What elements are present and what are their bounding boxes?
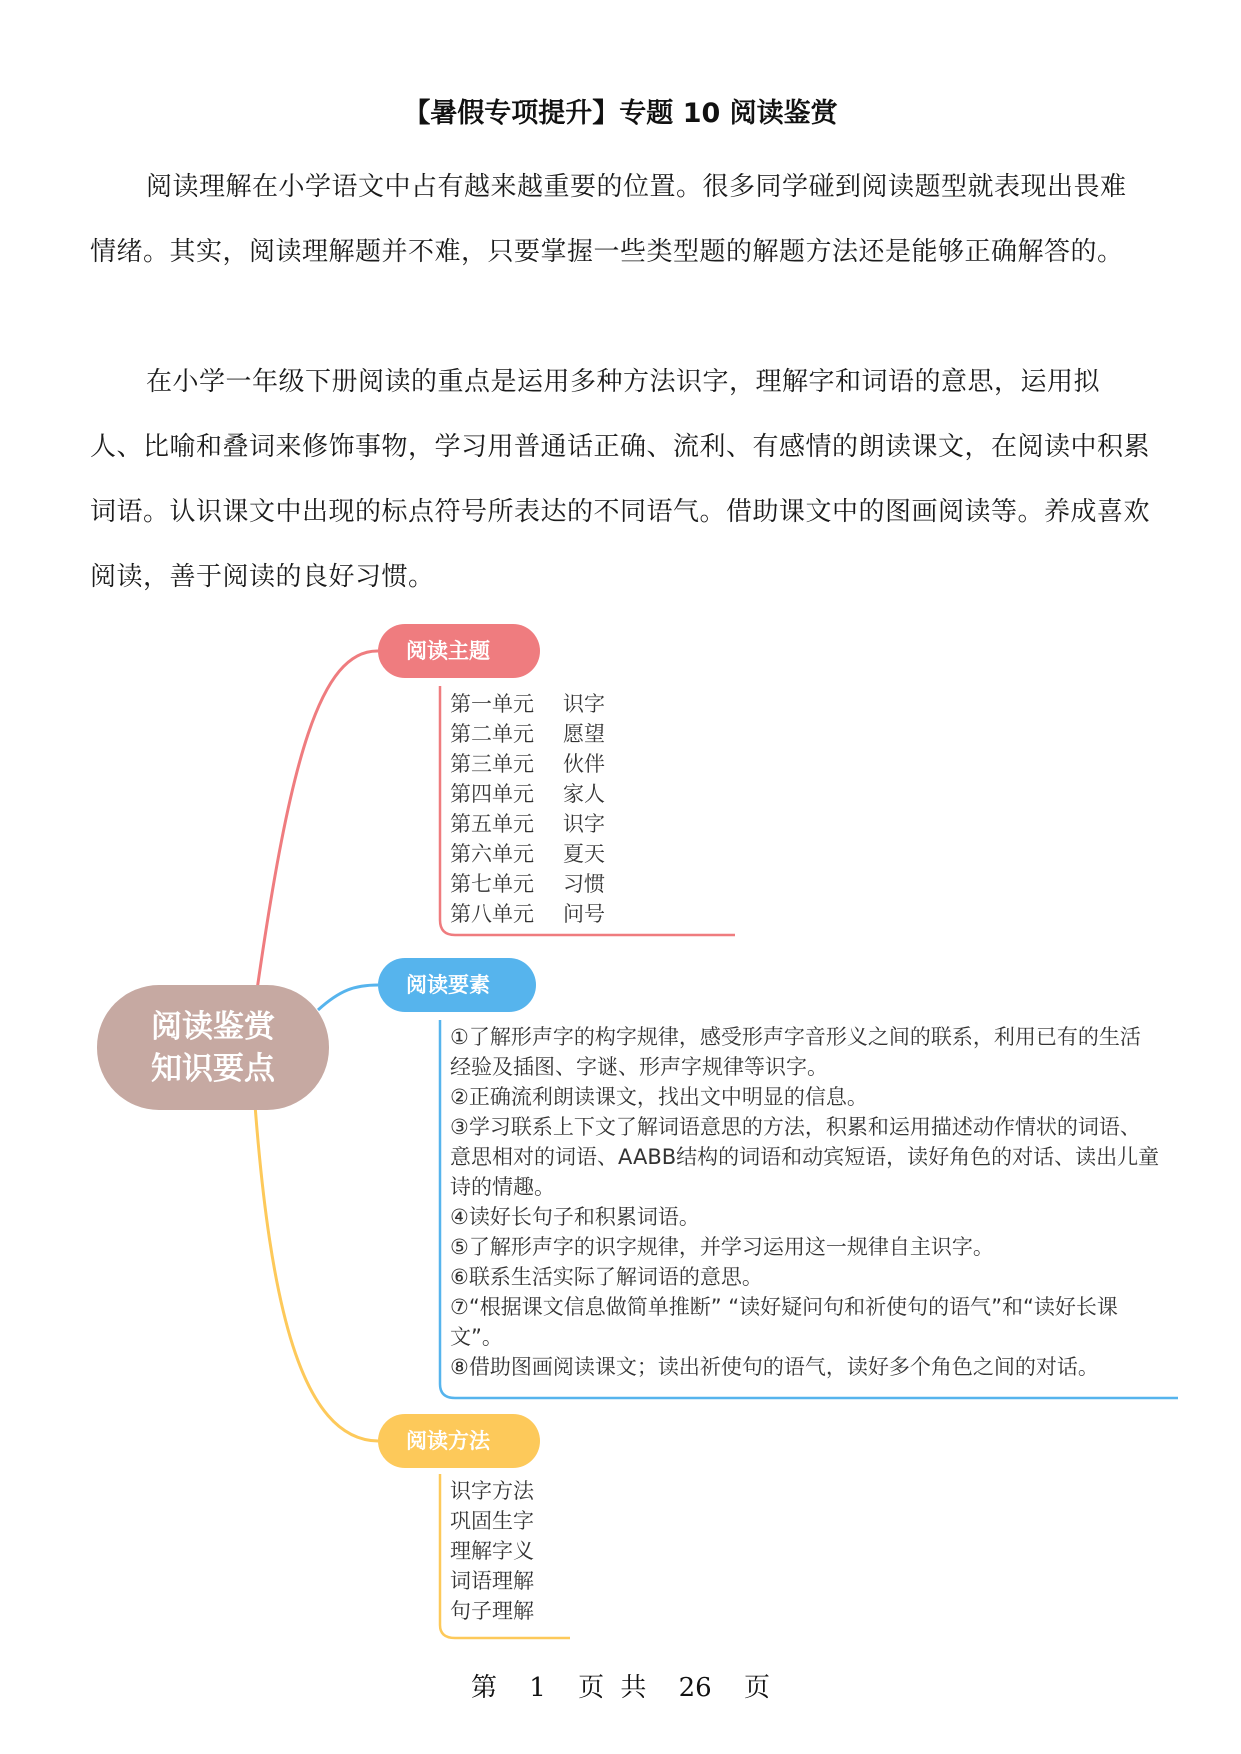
- list-item: ②正确流利朗读课文，找出文中明显的信息。: [450, 1085, 868, 1109]
- mindmap-root: [97, 985, 329, 1110]
- unit-name: 第六单元: [450, 842, 534, 866]
- branch-label-reading-theme: 阅读主题: [378, 624, 540, 678]
- unit-name: 第三单元: [450, 752, 534, 776]
- list-item: ①了解形声字的构字规律，感受形声字音形义之间的联系，利用已有的生活经验及插图、字谜、形声字规律等识字。: [450, 1025, 1141, 1079]
- connector-reading-elements: [318, 985, 378, 1010]
- branch-label-reading-methods: 阅读方法: [378, 1414, 540, 1468]
- unit-topic: 识字: [563, 812, 605, 836]
- list-item: ⑥联系生活实际了解词语的意思。: [450, 1265, 763, 1289]
- page-title: 【暑假专项提升】专题 10 阅读鉴赏: [403, 98, 838, 129]
- footer-page-number: 1: [529, 1673, 546, 1703]
- list-item: 句子理解: [450, 1599, 534, 1623]
- root-label-line2: 知识要点: [151, 1050, 275, 1087]
- reading-elements-list: [450, 1022, 1160, 1382]
- unit-topic: 愿望: [563, 722, 605, 746]
- list-item: [450, 869, 605, 899]
- footer-prefix: 第: [471, 1673, 498, 1703]
- page-footer: [0, 1670, 1241, 1706]
- unit-topic: 伙伴: [563, 752, 605, 776]
- unit-name: 第四单元: [450, 782, 534, 806]
- unit-name: 第二单元: [450, 722, 534, 746]
- list-item: ④读好长句子和积累词语。: [450, 1205, 700, 1229]
- reading-theme-list: [450, 689, 605, 929]
- list-item: [450, 899, 605, 929]
- list-item: ③学习联系上下文了解词语意思的方法，积累和运用描述动作情状的词语、意思相对的词语、AABB结构的词语和动宾短语，读好角色的对话、读出儿童诗的情趣。: [450, 1115, 1160, 1199]
- list-item: 词语理解: [450, 1569, 534, 1593]
- list-item: [450, 809, 605, 839]
- list-item: [450, 749, 605, 779]
- list-item: 理解字义: [450, 1539, 534, 1563]
- unit-name: 第一单元: [450, 692, 534, 716]
- list-item: ⑤了解形声字的识字规律，并学习运用这一规律自主识字。: [450, 1235, 994, 1259]
- list-item: ⑧借助图画阅读课文；读出祈使句的语气，读好多个角色之间的对话。: [450, 1355, 1099, 1379]
- unit-name: 第八单元: [450, 902, 534, 926]
- list-item: [450, 689, 605, 719]
- footer-suffix: 页: [743, 1673, 770, 1703]
- reading-methods-list: [450, 1476, 534, 1626]
- connector-reading-methods: [255, 1105, 378, 1441]
- unit-topic: 家人: [563, 782, 605, 806]
- list-item: 巩固生字: [450, 1509, 534, 1533]
- unit-topic: 识字: [563, 692, 605, 716]
- branch-label-reading-elements: 阅读要素: [378, 958, 536, 1012]
- list-item: [450, 779, 605, 809]
- footer-middle: 页 共: [578, 1673, 647, 1703]
- unit-name: 第五单元: [450, 812, 534, 836]
- unit-topic: 习惯: [563, 872, 605, 896]
- list-item: [450, 839, 605, 869]
- unit-topic: 夏天: [563, 842, 605, 866]
- unit-name: 第七单元: [450, 872, 534, 896]
- intro-paragraph-1: 阅读理解在小学语文中占有越来越重要的位置。很多同学碰到阅读题型就表现出畏难情绪。其实，阅读理解题并不难，只要掌握一些类型题的解题方法还是能够正确解答的。: [90, 172, 1127, 267]
- footer-total-pages: 26: [678, 1673, 712, 1703]
- root-label-line1: 阅读鉴赏: [151, 1008, 275, 1045]
- connector-reading-theme: [257, 651, 378, 990]
- list-item: [450, 719, 605, 749]
- unit-topic: 问号: [563, 902, 605, 926]
- intro-paragraph-2: 在小学一年级下册阅读的重点是运用多种方法识字，理解字和词语的意思，运用拟人、比喻和叠词来修饰事物，学习用普通话正确、流利、有感情的朗读课文，在阅读中积累词语。认识课文中出现的标点符号所表达的不同语气。借助课文中的图画阅读等。养成喜欢阅读，善于阅读的良好习惯。: [90, 367, 1151, 592]
- list-item: ⑦“根据课文信息做简单推断” “读好疑问句和祈使句的语气”和“读好长课文”。: [450, 1295, 1118, 1349]
- list-item: 识字方法: [450, 1479, 534, 1503]
